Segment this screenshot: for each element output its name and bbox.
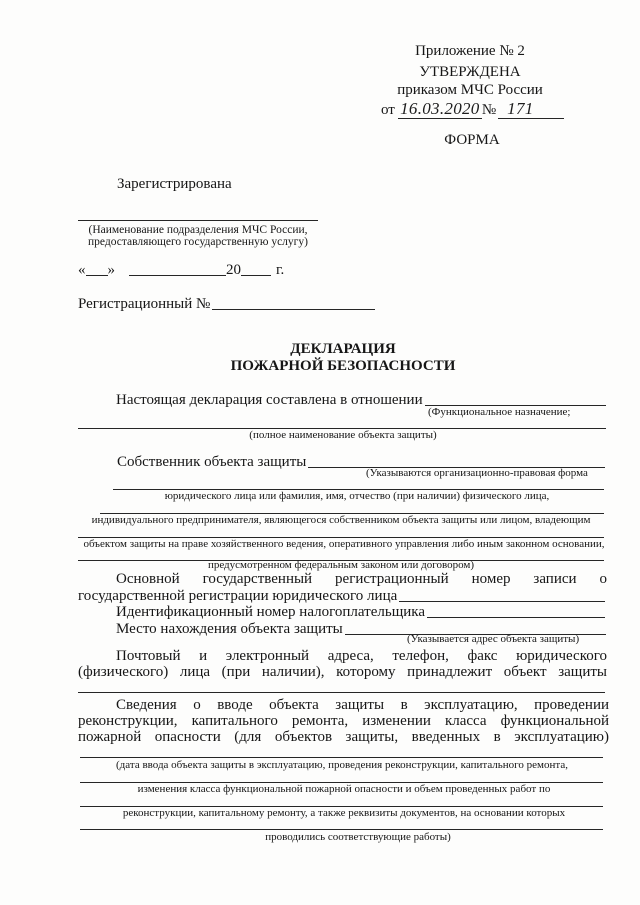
order-date-prefix: от	[381, 102, 395, 118]
commissioning-label-line-3: пожарной опасности (для объектов защиты, введенных в эксплуатацию)	[78, 729, 609, 745]
form-label: ФОРМА	[444, 132, 500, 148]
registered-label: Зарегистрирована	[117, 176, 232, 192]
location-caption: (Указывается адрес объекта защиты)	[407, 633, 580, 645]
ogrn-label-line-1: Основной государственный регистрационный номер записи о	[116, 571, 607, 587]
owner-caption-line-4: объектом защиты на праве хозяйственного ведения, оперативного управления либо иным законном основании,	[83, 538, 605, 550]
registration-date-row	[78, 261, 284, 279]
location-label: Место нахождения объекта защиты	[116, 621, 343, 637]
appendix-label: Приложение № 2	[415, 43, 525, 59]
contacts-label-line-2: (физического) лица (при наличии), которому принадлежит объект защиты	[78, 664, 607, 680]
month-blank	[129, 275, 226, 276]
inn-blank	[427, 617, 605, 618]
owner-caption-line-2: юридического лица или фамилия, имя, отчество (при наличии) физического лица,	[164, 490, 550, 502]
contacts-blank-line	[78, 692, 605, 693]
authority-blank-line	[78, 220, 318, 221]
order-label: приказом МЧС России	[397, 82, 543, 98]
commissioning-caption-line-1: (дата ввода объекта защиты в эксплуатацию, проведения реконструкции, капитального ремонта,	[116, 759, 568, 771]
owner-caption-line-5: предусмотренном федеральным законом или договором)	[207, 559, 475, 571]
inn-label: Идентификационный номер налогоплательщика	[116, 604, 426, 620]
document-title-line-1: ДЕКЛАРАЦИЯ	[290, 341, 396, 357]
day-blank	[86, 275, 108, 276]
year-prefix: 20	[226, 262, 241, 278]
approved-label: УТВЕРЖДЕНА	[419, 64, 521, 80]
commissioning-blank-line-4	[80, 829, 603, 830]
year-suffix: г.	[276, 262, 285, 278]
full-name-caption: (полное наименование объекта защиты)	[249, 429, 437, 441]
order-date-handwritten: 16.03.2020	[398, 100, 482, 119]
owner-caption-line-3: индивидуального предпринимателя, являющегося собственником объекта защиты или лицом, владеющим	[91, 514, 591, 526]
registration-number-blank	[212, 309, 375, 310]
commissioning-label-line-2: реконструкции, капитального ремонта, изменении класса функциональной	[78, 713, 609, 729]
contacts-label-line-1: Почтовый и электронный адреса, телефон, факс юридического	[116, 648, 607, 664]
order-number-sign: №	[481, 102, 497, 118]
order-reference	[381, 100, 564, 119]
owner-label: Собственник объекта защиты	[117, 454, 307, 470]
registration-number-row	[78, 295, 375, 313]
functional-purpose-caption: (Функциональное назначение;	[428, 406, 571, 418]
commissioning-blank-line-1	[80, 757, 603, 758]
ogrn-blank	[399, 601, 605, 602]
order-number-handwritten: 171	[498, 100, 564, 119]
inn-row	[116, 603, 605, 621]
authority-caption-line-1: (Наименование подразделения МЧС России,	[88, 224, 308, 236]
commissioning-caption-line-4: проводились соответствующие работы)	[265, 831, 451, 843]
declaration-subject-label: Настоящая декларация составлена в отношении	[116, 392, 423, 408]
owner-caption-line-1: (Указываются организационно-правовая форма	[366, 467, 588, 479]
document-title-line-2: ПОЖАРНОЙ БЕЗОПАСНОСТИ	[230, 358, 456, 374]
authority-caption-line-2: предоставляющего государственную услугу)	[88, 236, 308, 248]
commissioning-caption-line-3: реконструкции, капитальному ремонту, а также реквизиты документов, на основании которых	[122, 807, 566, 819]
year-blank	[241, 275, 271, 276]
commissioning-label-line-1: Сведения о вводе объекта защиты в эксплуатацию, проведении	[116, 697, 609, 713]
ogrn-label-line-2: государственной регистрации юридического лица	[78, 588, 398, 604]
date-open-quote: «	[78, 262, 86, 278]
commissioning-caption-line-2: изменения класса функциональной пожарной опасности и объем проведенных работ по	[137, 783, 551, 795]
date-close-quote: »	[107, 262, 115, 278]
registration-number-label: Регистрационный №	[78, 296, 211, 312]
